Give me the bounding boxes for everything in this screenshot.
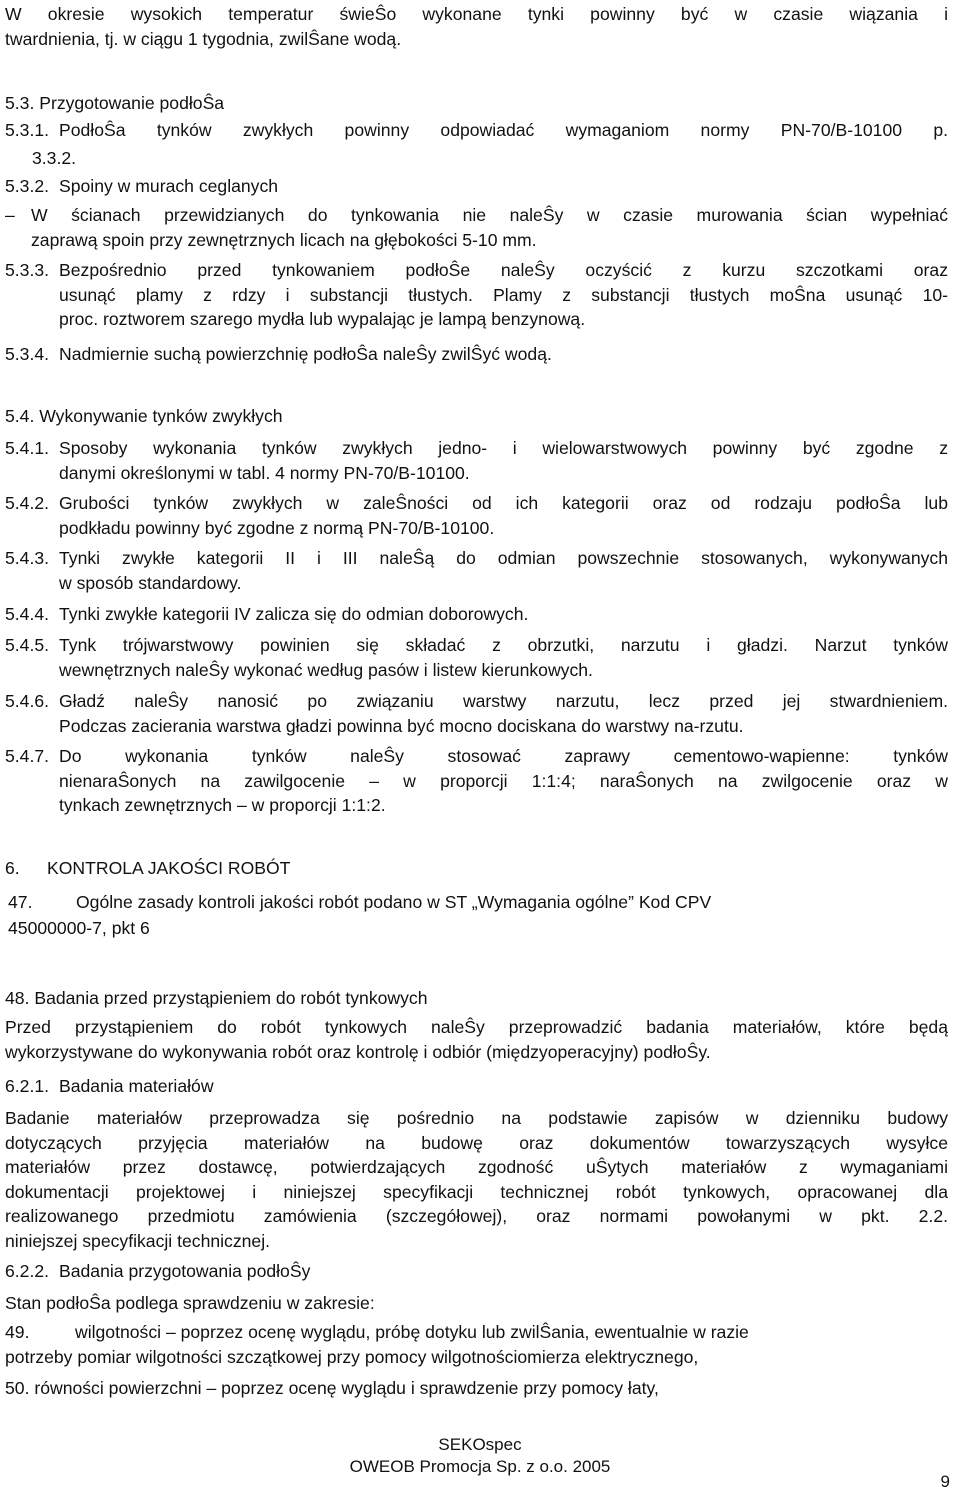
section-heading: 5.4. Wykonywanie tynków zwykłych	[5, 406, 283, 426]
text-line: usunąć plamy z rdzy i substancji tłustych. Plamy z substancji tłustych moŜna usunąć 10-	[59, 284, 948, 305]
text-line: podkładu powinny być zgodne z normą PN-70/B-10100.	[59, 517, 495, 538]
item-number: 5.3.3.	[5, 260, 50, 280]
text-line: Gładź naleŜy nanosić po związaniu warstwy narzutu, lecz przed jej stwardnieniem.	[59, 691, 948, 711]
item-number: 5.3.2.	[5, 176, 50, 196]
text-line: tynkach zewnętrznych – w proporcji 1:1:2.	[59, 795, 386, 815]
text-line: Ogólne zasady kontroli jakości robót podano w ST „Wymagania ogólne” Kod CPV	[76, 892, 712, 912]
item-number: 5.4.1.	[5, 438, 50, 458]
text-line: realizowanego przedmiotu zamówienia (szczegółowej), oraz normami powołanymi w pkt. 2.2.	[5, 1206, 948, 1226]
section-heading: 48. Badania przed przystąpieniem do robót tynkowych	[5, 988, 428, 1008]
text-line: dotyczących przyjęcia materiałów na budowę oraz dokumentów towarzyszących wysyłce	[5, 1132, 948, 1153]
item-number: 49.	[5, 1322, 30, 1342]
text-line: Badania materiałów	[59, 1076, 214, 1096]
text-line: materiałów przez dostawcę, potwierdzających zgodność uŜytych materiałów z wymaganiami	[5, 1157, 948, 1177]
page-number: 9	[940, 1472, 950, 1491]
text-line: Badanie materiałów przeprowadza się pośrednio na podstawie zapisów w dzienniku budowy	[5, 1108, 948, 1128]
text-line: Stan podłoŜa podlega sprawdzeniu w zakresie:	[5, 1293, 375, 1313]
text-line: 50. równości powierzchni – poprzez ocenę wyglądu i sprawdzenie przy pomocy łaty,	[5, 1378, 659, 1398]
item-number: 5.4.3.	[5, 548, 50, 568]
text-line: w sposób standardowy.	[59, 572, 242, 593]
text-line: 45000000-7, pkt 6	[8, 918, 150, 938]
paragraph	[5, 1106, 948, 1253]
item-number: 5.3.4.	[5, 344, 50, 364]
paragraph	[5, 1015, 948, 1064]
text-line: Badania przygotowania podłoŜy	[59, 1261, 311, 1281]
text-line: W ścianach przewidzianych do tynkowania nie naleŜy w czasie murowania ścian wypełniać	[31, 205, 948, 225]
text-line: wykorzystywane do wykonywania robót oraz kontrolę i odbiór (międzyoperacyjny) podłoŜy.	[5, 1041, 711, 1062]
item-number: 6.2.2.	[5, 1261, 50, 1281]
text-line: Tynki zwykłe kategorii II i III naleŜą do odmian powszechnie stosowanych, wykonywanych	[59, 548, 948, 568]
text-line: PodłoŜa tynków zwykłych powinny odpowiadać wymaganiom normy PN-70/B-10100 p.	[59, 120, 948, 140]
text-line: Podczas zacierania warstwa gładzi powinna być mocno dociskana do warstwy na-rzutu.	[59, 715, 744, 736]
text-line: dokumentacji projektowej i niniejszej specyfikacji technicznej robót tynkowych, opracowanej dla	[5, 1181, 948, 1202]
text-line: zaprawą spoin przy zewnętrznych licach na głębokości 5-10 mm.	[31, 229, 537, 250]
text-line: danymi określonymi w tabl. 4 normy PN-70/B-10100.	[59, 462, 470, 483]
text-line: KONTROLA JAKOŚCI ROBÓT	[47, 858, 291, 878]
text-line: twardnienia, tj. w ciągu 1 tygodnia, zwilŜane wodą.	[5, 28, 402, 49]
item-number: 6.	[5, 858, 20, 878]
text-line: Sposoby wykonania tynków zwykłych jedno- i wielowarstwowych powinny być zgodne z	[59, 438, 948, 458]
text-line: niniejszej specyfikacji technicznej.	[5, 1230, 271, 1251]
text-line: nienaraŜonych na zawilgocenie – w proporcji 1:1:4; naraŜonych na zwilgocenie oraz w	[59, 770, 948, 791]
text-line: Tynk trójwarstwowy powinien się składać z obrzutki, narzutu i gładzi. Narzut tynków	[59, 635, 948, 655]
text-line: Bezpośrednio przed tynkowaniem podłoŜe naleŜy oczyścić z kurzu szczotkami oraz	[59, 260, 948, 280]
item-number: 5.4.6.	[5, 691, 50, 711]
text-line: Do wykonania tynków naleŜy stosować zaprawy cementowo-wapienne: tynków	[59, 746, 948, 766]
text-line: wilgotności – poprzez ocenę wyglądu, próbę dotyku lub zwilŜania, ewentualnie w razie	[75, 1322, 749, 1342]
text-line: potrzeby pomiar wilgotności szczątkowej przy pomocy wilgotnościomierza elektrycznego,	[5, 1347, 699, 1367]
text-line: Spoiny w murach ceglanych	[59, 176, 279, 196]
text-line: Nadmiernie suchą powierzchnię podłoŜa naleŜy zwilŜyć wodą.	[59, 344, 552, 364]
item-number: 5.4.2.	[5, 493, 50, 513]
section-heading: 5.3. Przygotowanie podłoŜa	[5, 93, 225, 113]
item-number: 5.4.4.	[5, 604, 50, 624]
dash-bullet: –	[5, 205, 15, 225]
text-line: Tynki zwykłe kategorii IV zalicza się do odmian doborowych.	[59, 604, 529, 624]
footer-company: SEKOspec	[438, 1435, 522, 1454]
text-line: Grubości tynków zwykłych w zaleŜności od ich kategorii oraz od rodzaju podłoŜa lub	[59, 493, 948, 513]
text-line: Przed przystąpieniem do robót tynkowych naleŜy przeprowadzić badania materiałów, które będą	[5, 1017, 948, 1037]
text-line: W okresie wysokich temperatur świeŜo wykonane tynki powinny być w czasie wiązania i	[5, 4, 948, 24]
text-line: wewnętrznych naleŜy wykonać według pasów i listew kierunkowych.	[59, 659, 593, 680]
footer-org: OWEOB Promocja Sp. z o.o. 2005	[349, 1457, 611, 1476]
item-number: 5.4.5.	[5, 635, 50, 655]
text-line: proc. roztworem szarego mydła lub wypalając je lampą benzynową.	[59, 309, 586, 329]
item-number: 5.4.7.	[5, 746, 50, 766]
item-number: 6.2.1.	[5, 1076, 50, 1096]
item-number: 5.3.1.	[5, 120, 50, 140]
text-line: 3.3.2.	[32, 148, 77, 168]
item-number: 47.	[8, 892, 33, 912]
paragraph-intro	[5, 2, 948, 51]
